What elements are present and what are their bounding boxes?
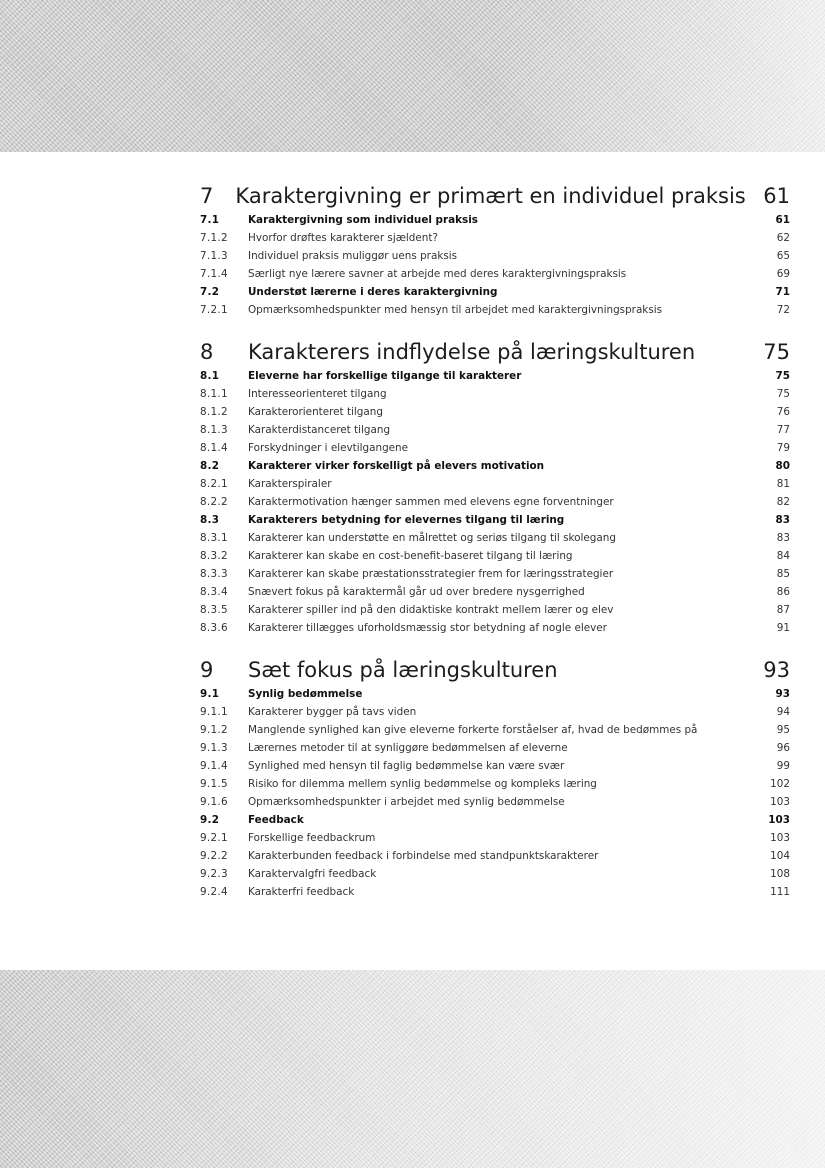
entry-title: Særligt nye lærere savner at arbejde med deres karaktergivningspraksis [248,268,627,280]
entry-page-number: 94 [776,706,790,718]
entry-number: 7.1.4 [200,268,228,280]
entry-number: 9.1.2 [200,724,228,736]
subsection-entry [200,250,790,268]
entry-title: Manglende synlighed kan give eleverne forkerte forståelser af, hvad de bedømmes på [248,724,698,736]
chapter-page-number: 61 [763,184,790,208]
entry-page-number: 103 [770,796,790,808]
chapter-section [200,340,790,640]
entry-page-number: 103 [768,814,790,826]
entry-title: Karaktermotivation hænger sammen med elevens egne forventninger [248,496,614,508]
section-entry [200,286,790,304]
entry-title: Individuel praksis muliggør uens praksis [248,250,458,262]
entry-page-number: 76 [776,406,790,418]
subsection-entry [200,724,790,742]
entry-number: 8.1 [200,370,220,382]
entry-page-number: 111 [770,886,790,898]
entry-title: Karakterspiraler [248,478,332,490]
entry-title: Karakterer virker forskelligt på elevers motivation [248,460,545,472]
entry-title: Karakterer kan skabe præstationsstrategier frem for læringsstrategier [248,568,614,580]
entry-page-number: 62 [776,232,790,244]
subsection-entry [200,232,790,250]
subsection-entry [200,604,790,622]
entry-number: 9.2.3 [200,868,228,880]
entry-page-number: 75 [775,370,790,382]
entry-page-number: 96 [776,742,790,754]
section-entry [200,814,790,832]
section-entry [200,460,790,478]
entry-title: Lærernes metoder til at synliggøre bedømmelsen af eleverne [248,742,568,754]
entry-page-number: 61 [775,214,790,226]
entry-title: Karakterer spiller ind på den didaktiske kontrakt mellem lærer og elev [248,604,614,616]
entry-page-number: 83 [775,514,790,526]
entry-page-number: 91 [776,622,790,634]
subsection-entry [200,796,790,814]
entry-page-number: 104 [770,850,790,862]
entry-title: Synlighed med hensyn til faglig bedømmelse kan være svær [248,760,565,772]
subsection-entry [200,442,790,460]
entry-number: 8.1.1 [200,388,228,400]
entry-number: 8.3.4 [200,586,228,598]
entry-page-number: 108 [770,868,790,880]
entry-page-number: 75 [776,388,790,400]
entry-number: 9.2.2 [200,850,228,862]
subsection-entry [200,868,790,886]
entry-title: Interesseorienteret tilgang [248,388,387,400]
section-entry [200,688,790,706]
entry-title: Opmærksomhedspunkter i arbejdet med synlig bedømmelse [248,796,565,808]
chapter-number: 9 [200,658,214,682]
entry-page-number: 84 [776,550,790,562]
entry-title: Forskellige feedbackrum [248,832,376,844]
entry-page-number: 93 [775,688,790,700]
chapter-number: 8 [200,340,214,364]
entry-number: 7.1.3 [200,250,228,262]
subsection-entry [200,532,790,550]
entry-number: 8.3.2 [200,550,228,562]
entry-title: Karakterer bygger på tavs viden [248,706,417,718]
entry-page-number: 81 [776,478,790,490]
subsection-entry [200,424,790,442]
subsection-entry [200,832,790,850]
chapter-title: Karaktergivning er primært en individuel praksis [235,184,746,208]
entry-number: 8.3.1 [200,532,228,544]
subsection-entry [200,550,790,568]
chapter-title: Sæt fokus på læringskulturen [248,658,558,682]
entry-title: Synlig bedømmelse [248,688,363,700]
entry-page-number: 72 [776,304,790,316]
scan-shading-top [0,0,825,152]
chapter-page-number: 93 [763,658,790,682]
entry-number: 7.1 [200,214,220,226]
subsection-entry [200,268,790,286]
subsection-entry [200,850,790,868]
entry-page-number: 77 [776,424,790,436]
entry-number: 9.1.3 [200,742,228,754]
entry-page-number: 82 [776,496,790,508]
entry-title: Karakterer kan skabe en cost-benefit-baseret tilgang til læring [248,550,573,562]
scan-shading-bottom [0,970,825,1168]
entry-title: Feedback [248,814,304,826]
subsection-entry [200,586,790,604]
entry-page-number: 86 [776,586,790,598]
subsection-entry [200,388,790,406]
subsection-entry [200,304,790,322]
entry-page-number: 69 [776,268,790,280]
chapter-section [200,658,790,904]
entry-page-number: 95 [776,724,790,736]
chapter-page-number: 75 [763,340,790,364]
subsection-entry [200,496,790,514]
entry-page-number: 79 [776,442,790,454]
entry-number: 7.1.2 [200,232,228,244]
entry-number: 9.1.4 [200,760,228,772]
subsection-entry [200,778,790,796]
entry-page-number: 65 [776,250,790,262]
entry-number: 7.2 [200,286,220,298]
entry-page-number: 102 [770,778,790,790]
entry-page-number: 80 [775,460,790,472]
subsection-entry [200,742,790,760]
entry-number: 8.2 [200,460,220,472]
chapter-title: Karakterers indflydelse på læringskulturen [248,340,696,364]
entry-title: Karakterbunden feedback i forbindelse med standpunktskarakterer [248,850,599,862]
entry-number: 8.3.6 [200,622,228,634]
entry-title: Hvorfor drøftes karakterer sjældent? [248,232,438,244]
entry-page-number: 99 [776,760,790,772]
entry-title: Karakterer kan understøtte en målrettet og seriøs tilgang til skolegang [248,532,616,544]
chapter-number: 7 [200,184,214,208]
section-entry [200,214,790,232]
entry-page-number: 83 [776,532,790,544]
chapter-heading [200,658,790,688]
section-entry [200,514,790,532]
entry-title: Risiko for dilemma mellem synlig bedømmelse og kompleks læring [248,778,597,790]
subsection-entry [200,406,790,424]
entry-number: 9.1.6 [200,796,228,808]
subsection-entry [200,706,790,724]
entry-number: 8.3 [200,514,220,526]
entry-number: 9.1.5 [200,778,228,790]
entry-title: Eleverne har forskellige tilgange til karakterer [248,370,522,382]
entry-number: 8.1.4 [200,442,228,454]
entry-title: Snævert fokus på karaktermål går ud over bredere nysgerrighed [248,586,585,598]
entry-page-number: 103 [770,832,790,844]
chapter-heading [200,340,790,370]
entry-number: 8.3.5 [200,604,228,616]
entry-number: 9.2 [200,814,220,826]
subsection-entry [200,886,790,904]
chapter-section [200,184,790,322]
entry-number: 7.2.1 [200,304,228,316]
chapter-heading [200,184,790,214]
subsection-entry [200,478,790,496]
entry-title: Forskydninger i elevtilgangene [248,442,409,454]
entry-title: Understøt lærerne i deres karaktergivning [248,286,498,298]
subsection-entry [200,760,790,778]
entry-page-number: 87 [776,604,790,616]
entry-title: Karakterfri feedback [248,886,355,898]
entry-number: 8.3.3 [200,568,228,580]
entry-number: 8.1.2 [200,406,228,418]
entry-title: Opmærksomhedspunkter med hensyn til arbejdet med karaktergivningspraksis [248,304,663,316]
entry-title: Karakterers betydning for elevernes tilgang til læring [248,514,565,526]
entry-page-number: 71 [775,286,790,298]
entry-number: 9.1.1 [200,706,228,718]
entry-title: Karaktervalgfri feedback [248,868,377,880]
subsection-entry [200,568,790,586]
entry-title: Karakterorienteret tilgang [248,406,383,418]
entry-title: Karakterdistanceret tilgang [248,424,391,436]
entry-number: 9.2.1 [200,832,228,844]
entry-number: 8.2.2 [200,496,228,508]
entry-number: 8.1.3 [200,424,228,436]
entry-title: Karakterer tillægges uforholdsmæssig stor betydning af nogle elever [248,622,607,634]
section-entry [200,370,790,388]
table-of-contents [200,184,790,922]
entry-number: 8.2.1 [200,478,228,490]
entry-title: Karaktergivning som individuel praksis [248,214,478,226]
entry-number: 9.2.4 [200,886,228,898]
subsection-entry [200,622,790,640]
entry-page-number: 85 [776,568,790,580]
entry-number: 9.1 [200,688,220,700]
